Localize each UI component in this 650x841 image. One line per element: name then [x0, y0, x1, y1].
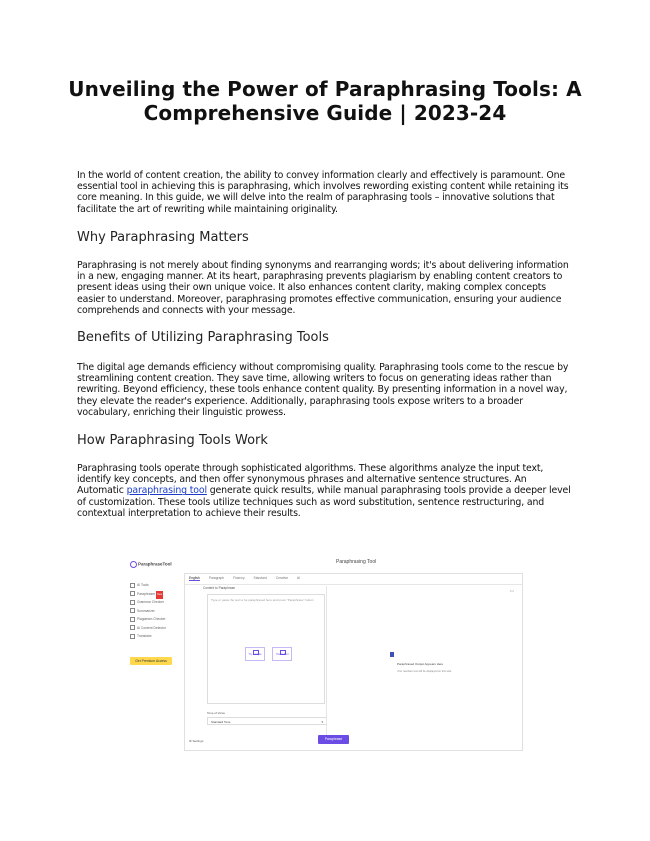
- tone-label: Tone of Voice: [207, 711, 226, 715]
- sidebar-item-translator[interactable]: Translator: [130, 632, 178, 641]
- try-sample-button[interactable]: Try Sample: [245, 647, 265, 661]
- intro-paragraph: In the world of content creation, the ability to convey information clearly and effectively is paramount. One essential tool in achieving this is paraphrasing, which involves rewording existing content while retaining its core meaning. In this guide, we will delve into the realm of paraphrasing tools – innovative solutions that facilitate the art of rewriting while maintaining originality.: [77, 170, 569, 215]
- paste-text-button[interactable]: Paste Text: [272, 647, 292, 661]
- list-icon: [130, 608, 135, 613]
- chevron-down-icon: ▾: [321, 720, 323, 724]
- section-body-why: Paraphrasing is not merely about finding synonyms and rearranging words; it's about delivering information in a new, engaging manner. At its heart, paraphrasing prevents plagiarism by enabling content creators to present ideas using their own unique voice. It also enhances content clarity, making complex concepts easier to understand. Moreover, paraphrasing promotes effective communication, ensuring your audience comprehends and connects with your message.: [77, 260, 569, 316]
- input-section-label: Content to Paraphrase: [203, 586, 236, 590]
- tab-english[interactable]: English: [189, 576, 200, 580]
- paraphrase-button[interactable]: Paraphrase: [318, 735, 349, 744]
- settings-link[interactable]: ⚙ Settings: [189, 739, 204, 743]
- app-sidebar: [130, 581, 178, 641]
- tab-divider: [185, 584, 522, 585]
- sidebar-item-plagiarism[interactable]: Plagiarism Checker: [130, 615, 178, 624]
- search-icon: [130, 617, 135, 622]
- input-textbox[interactable]: Type or paste the text to be paraphrased here and press "Paraphrase" button: [207, 594, 325, 704]
- tab-ai[interactable]: AI: [296, 576, 300, 580]
- body-text-before: Paraphrasing tools operate through sophisticated algorithms. These algorithms analyze the input text, identify key concepts, and then offer synonymous phrases and alternative sentence structures. An Automatic: [77, 463, 544, 497]
- app-screenshot: [126, 555, 524, 752]
- sidebar-item-summarizer[interactable]: Summarizer: [130, 607, 178, 616]
- tool-icon: [130, 583, 135, 588]
- page-title: Unveiling the Power of Paraphrasing Tools: A Comprehensive Guide | 2023-24: [68, 77, 582, 125]
- section-heading-how: How Paraphrasing Tools Work: [77, 433, 268, 448]
- app-logo: ParaphraseTool: [130, 561, 172, 568]
- output-subtitle: Your rewritten text will be displayed on this side: [397, 670, 452, 673]
- globe-icon: [130, 634, 135, 639]
- sidebar-item-grammar[interactable]: Grammar Checker: [130, 598, 178, 607]
- input-actions: [245, 642, 295, 661]
- logo-icon: [130, 561, 137, 568]
- section-body-benefits: The digital age demands efficiency without compromising quality. Paraphrasing tools come to the rescue by streamlining content creation. They save time, allowing writers to focus on generating ideas rather than rewriting. Beyond efficiency, these tools enhance content quality. By presenting information in a novel way, they elevate the reader's experience. Additionally, paraphrasing tools expose writers to a broader vocabulary, enriching their linguistic prowess.: [77, 362, 569, 418]
- paraphrasing-tool-link[interactable]: paraphrasing tool: [126, 485, 207, 497]
- section-heading-benefits: Benefits of Utilizing Paraphrasing Tools: [77, 330, 329, 345]
- paraphrase-panel: [184, 573, 523, 751]
- output-title: Paraphrased Output Appears Here: [397, 662, 444, 666]
- check-icon: [130, 600, 135, 605]
- panel-divider: [326, 586, 327, 741]
- doc-icon: [130, 591, 135, 596]
- new-badge: New: [156, 591, 163, 599]
- app-title: Paraphrasing Tool: [336, 559, 377, 565]
- sidebar-item-paraphraser[interactable]: Paraphraser New: [130, 590, 178, 599]
- output-placeholder: [390, 652, 480, 673]
- section-body-how: [77, 463, 571, 519]
- upgrade-button[interactable]: Get Premium Access: [130, 657, 172, 665]
- more-options-icon[interactable]: •••: [509, 588, 514, 593]
- document-icon: [390, 652, 394, 657]
- tab-creative[interactable]: Creative: [275, 576, 289, 580]
- input-area: [203, 586, 324, 728]
- tone-select[interactable]: Standard Tone ▾: [207, 717, 327, 725]
- sidebar-item-ai-tools[interactable]: AI Tools: [130, 581, 178, 590]
- tab-fluency[interactable]: Fluency: [233, 576, 245, 580]
- body-text-after: generate quick results, while manual paraphrasing tools provide a deeper level of customization. These tools utilize techniques such as word substitution, sentence restructuring, and contextual interpretation to achieve their results.: [77, 485, 571, 519]
- tab-paragraph[interactable]: Paragraph: [208, 576, 225, 580]
- mode-tabs: [189, 576, 308, 584]
- tab-standard[interactable]: Standard: [253, 576, 267, 580]
- section-heading-why: Why Paraphrasing Matters: [77, 230, 249, 245]
- robot-icon: [130, 625, 135, 630]
- sidebar-item-ai-detector[interactable]: AI Content Detector: [130, 624, 178, 633]
